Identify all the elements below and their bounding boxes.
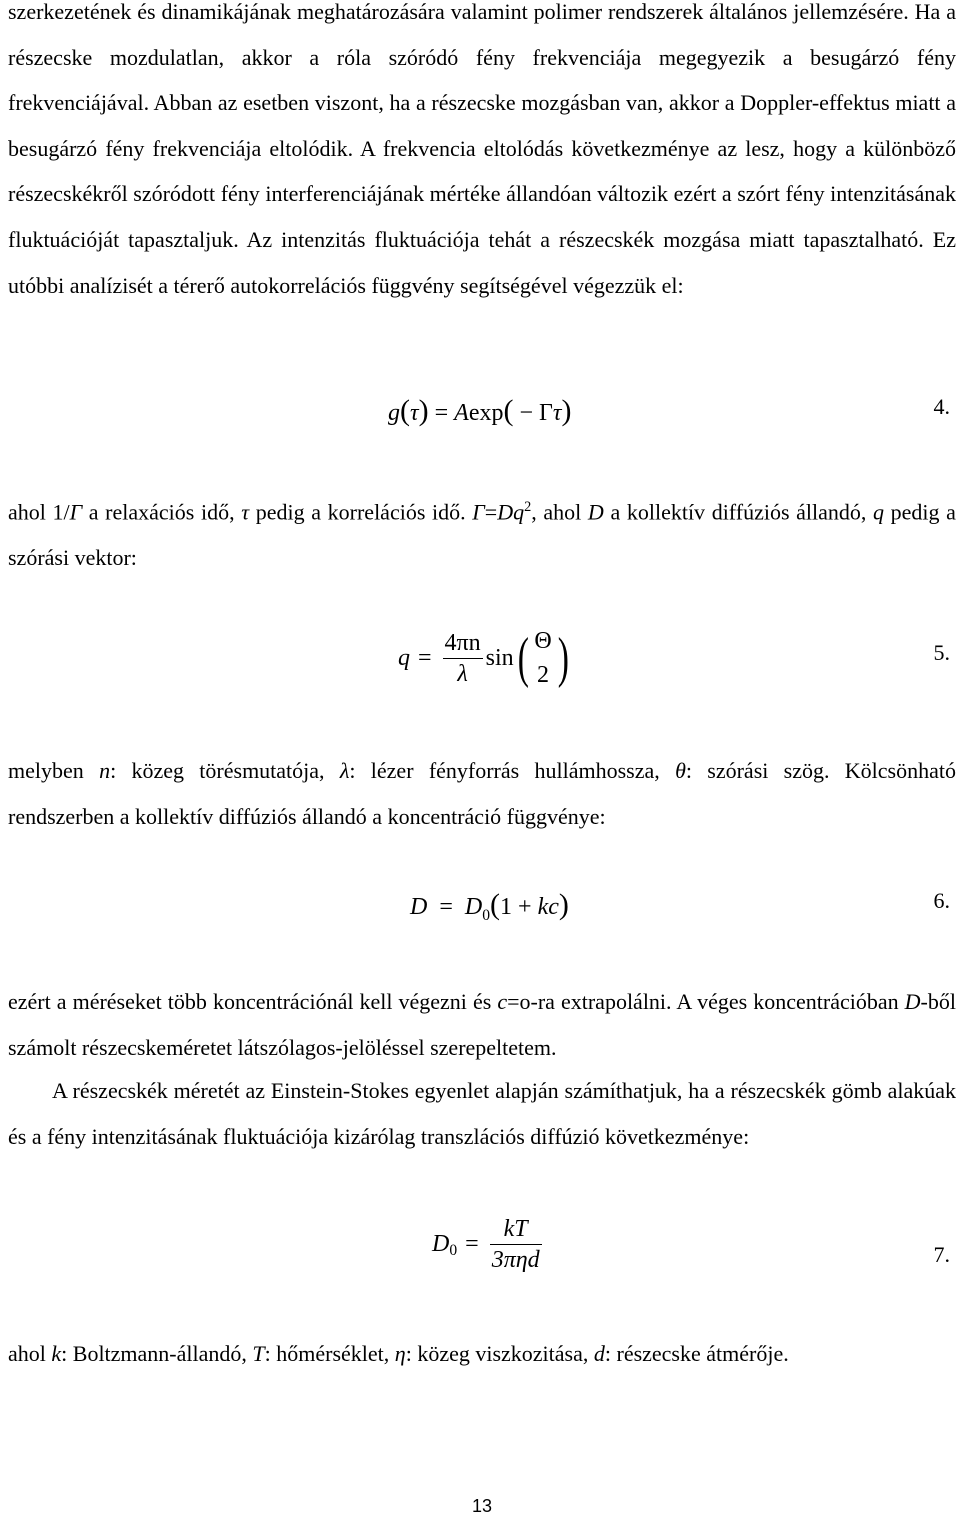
eq5-fraction [443, 628, 483, 689]
equation-4-number: 4. [933, 394, 950, 419]
eq7-D0: D [432, 1230, 450, 1257]
equation-5-number: 5. [933, 640, 950, 665]
paragraph-extrapolation: ezért a méréseket több koncentrációnál kell végezni és c=o-ra extrapolálni. A véges koncentrációban D-ből számolt részecskeméretet látszólagos-jelöléssel szerepeltetem. [8, 989, 956, 1060]
eq5-sin: sin [485, 644, 514, 671]
equation-4-body: g(τ) = Aexp( − Γτ) [388, 394, 572, 427]
eq5-theta: Θ [534, 628, 552, 654]
eq4-g: g [388, 400, 400, 426]
page-number: 13 [471, 1496, 493, 1516]
paragraph-intro: szerkezetének és dinamikájának meghatározására valamint polimer rendszerek általános jellemzésére. Ha a részecske mozdulatlan, akkor a róla szóródó fény frekvenciája megegyezik a besugárzó fény frekvenciájával. Abban az esetben viszont, ha a részecske mozgásban van, akkor a Doppler-effektus miatt a besugárzó fény frekvenciája eltolódik. A frekvencia eltolódás következménye az lesz, hogy a különböző részecskékről szóródott fény interferenciájának mértéke állandóan változik ezért a szórt fény intenzitásának fluktuációját tapasztaljuk. Az intenzitás fluktuációja tehát a részecskék mozgása miatt tapasztalható. Ez utóbbi analízisét a térerő autokorrelációs függvény segítségével végezzük el: [8, 0, 956, 298]
eq6-D: D [410, 894, 428, 920]
eq6-equals: = [439, 894, 453, 920]
eq4-gamma: Γ [539, 400, 553, 426]
equation-7-body [432, 1206, 545, 1282]
eq6-one: 1 [500, 894, 513, 920]
eq7-numerator: kT [490, 1214, 542, 1245]
equation-5 [8, 620, 956, 700]
eq5-angle-fraction [532, 624, 553, 692]
eq5-two: 2 [537, 662, 550, 688]
paragraph-relaxation: ahol 1/Γ a relaxációs idő, τ pedig a korrelációs idő. $\Gamma=Dq^2$, ahol D a kollektív diffúziós állandó, q pedig a szórási vektor: [8, 499, 956, 570]
eq5-q: q [398, 644, 410, 671]
eq7-sub0: 0 [449, 1242, 458, 1259]
eq5-equals: = [418, 644, 432, 671]
equation-6-number: 6. [933, 888, 950, 913]
eq6-kc: kc [537, 894, 559, 920]
equation-5-body: q = $\frac{4\pi n}{\lambda}$ sin ( Θ 2 ) [398, 620, 572, 696]
equation-4 [8, 372, 956, 452]
eq6-sub0: 0 [482, 906, 491, 924]
eq4-tau: τ [410, 400, 419, 426]
equation-7-number: 7. [933, 1242, 950, 1267]
eq6-plus: + [518, 894, 532, 920]
equation-7 [8, 1206, 956, 1286]
eq4-minus: − [519, 400, 534, 426]
eq6-D0: D [464, 894, 483, 920]
eq4-tau2: τ [552, 400, 562, 426]
eq7-equals: = [465, 1230, 479, 1257]
eq4-exp: exp [468, 400, 504, 426]
equation-6-body: $D = D_0(1 + kc)$ [410, 888, 569, 924]
equation-6 [8, 880, 956, 930]
eq7-denominator: 3πηd [491, 1246, 540, 1273]
paragraph-refractive: melyben n: közeg törésmutatója, λ: lézer fényforrás hullámhossza, θ: szórási szög. Kölcsönható rendszerben a kollektív diffúziós állandó a koncentráció függvénye: [8, 758, 956, 829]
eq4-equals: = [434, 400, 449, 426]
paragraph-einstein-stokes: A részecskék méretét az Einstein-Stokes egyenlet alapján számíthatjuk, ha a részecskék gömb alakúak és a fény intenzitásának fluktuációja kizárólag transzlációs diffúzió következménye: [8, 1078, 956, 1149]
eq4-A: A [454, 400, 469, 426]
eq5-denominator: λ [457, 660, 468, 687]
eq7-fraction [490, 1214, 542, 1275]
eq5-numerator: 4πn [443, 628, 483, 659]
paragraph-constants: ahol k: Boltzmann-állandó, T: hőmérséklet, η: közeg viszkozitása, d: részecske átmérője. [8, 1341, 789, 1366]
